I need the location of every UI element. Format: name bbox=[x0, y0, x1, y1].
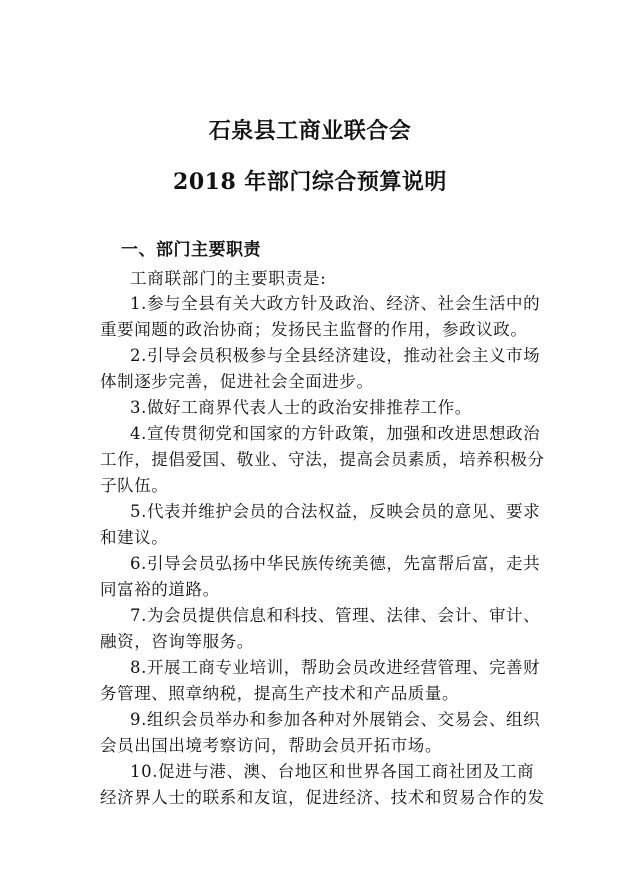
duty-item-6 bbox=[100, 551, 541, 603]
duty-text-line: 2.引导会员积极参与全县经济建设，推动社会主义市场 bbox=[130, 346, 541, 365]
duty-text-line: 会员出国出境考察访问，帮助会员开拓市场。 bbox=[100, 736, 442, 755]
duty-text-line: 7.为会员提供信息和科技、管理、法律、会计、审计、 bbox=[130, 606, 541, 625]
duty-text-line: 融资，咨询等服务。 bbox=[100, 632, 254, 651]
section-intro: 工商联部门的主要职责是: bbox=[130, 269, 327, 288]
duty-text-line: 9.组织会员举办和参加各种对外展销会、交易会、组织 bbox=[130, 710, 541, 729]
duty-item-2 bbox=[100, 343, 541, 395]
duty-text-line: 务管理、照章纳税，提高生产技术和产品质量。 bbox=[100, 684, 460, 703]
duty-item-7 bbox=[100, 603, 541, 655]
duty-text-line: 体制逐步完善，促进社会全面进步。 bbox=[100, 372, 374, 391]
duty-text-line: 6.引导会员弘扬中华民族传统美德，先富帮后富，走共 bbox=[130, 554, 541, 573]
duty-text-line: 工作，提倡爱国、敬业、守法，提高会员素质，培养积极分 bbox=[100, 450, 545, 469]
document-title-budget: 2018 年部门综合预算说明 bbox=[173, 169, 447, 195]
duty-text-line: 1.参与全县有关大政方针及政治、经济、社会生活中的 bbox=[130, 294, 541, 313]
duty-item-4 bbox=[100, 421, 545, 499]
duty-text-line: 子队伍。 bbox=[100, 476, 169, 495]
duty-text-line: 8.开展工商专业培训，帮助会员改进经营管理、完善财 bbox=[130, 658, 541, 677]
duty-text-line: 4.宣传贯彻党和国家的方针政策，加强和改进思想政治 bbox=[130, 424, 541, 443]
duty-item-8 bbox=[100, 655, 541, 707]
duty-text-line: 3.做好工商界代表人士的政治安排推荐工作。 bbox=[130, 398, 472, 417]
duty-text-line: 同富裕的道路。 bbox=[100, 580, 220, 599]
duty-item-1 bbox=[100, 291, 541, 343]
section-heading-duties: 一、部门主要职责 bbox=[121, 240, 261, 260]
document-title-organization: 石泉县工商业联合会 bbox=[208, 118, 412, 144]
duty-item-3 bbox=[100, 395, 530, 421]
duties-list bbox=[100, 291, 545, 811]
duty-text-line: 和建议。 bbox=[100, 528, 169, 547]
duty-item-9 bbox=[100, 707, 541, 759]
duty-item-5 bbox=[100, 499, 541, 551]
duty-text-line: 重要闻题的政治协商；发扬民主监督的作用，参政议政。 bbox=[100, 320, 528, 339]
duty-text-line: 经济界人士的联系和友谊，促进经济、技术和贸易合作的发 bbox=[100, 788, 545, 807]
duty-item-10 bbox=[100, 759, 545, 811]
duty-text-line: 10.促进与港、澳、台地区和世界各国工商社团及工商 bbox=[130, 762, 535, 781]
duty-text-line: 5.代表并维护会员的合法权益，反映会员的意见、要求 bbox=[130, 502, 541, 521]
